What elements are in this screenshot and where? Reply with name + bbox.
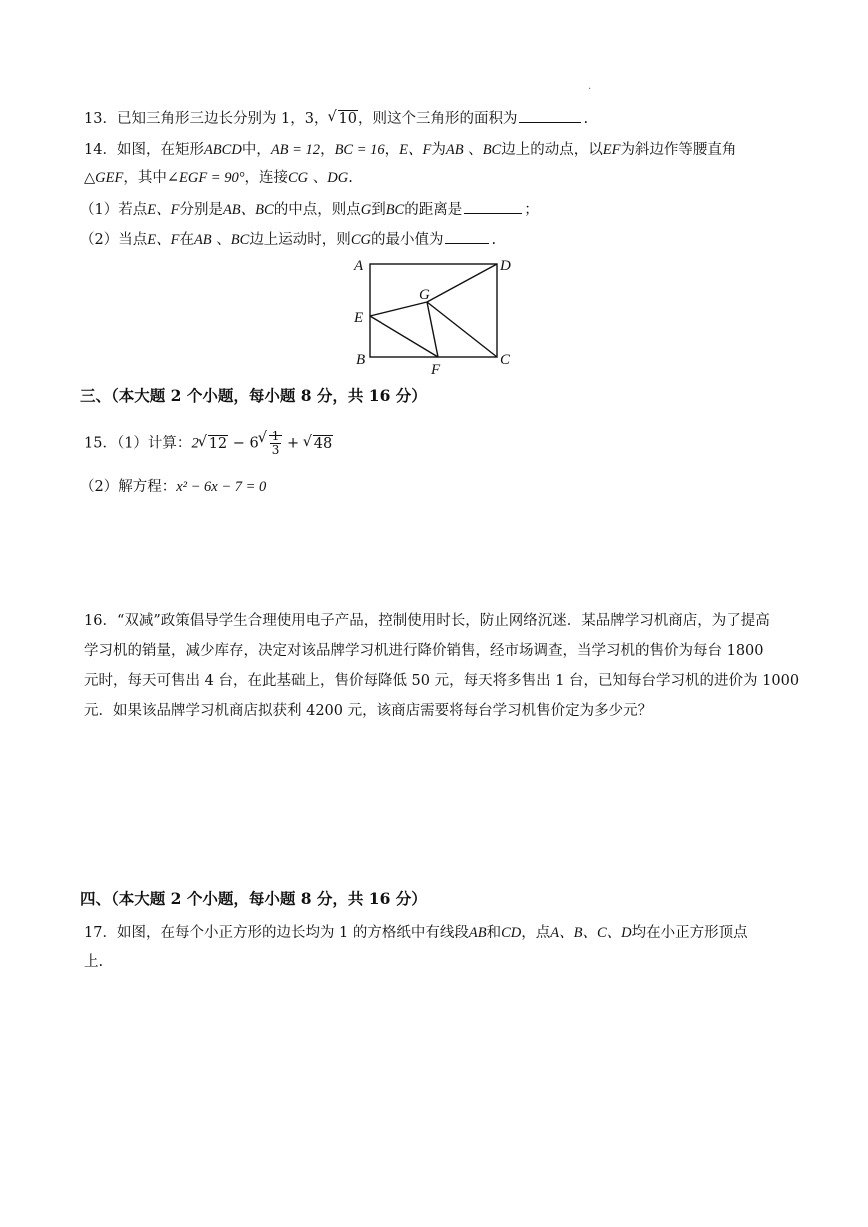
q13-text-a: 已知三角形三边长分别为 1，3， [116,111,329,127]
label-c: C [500,352,511,368]
segment-ef [370,316,438,357]
segment-gf [427,302,438,357]
q14-cg: CG [288,170,309,186]
q17-cd: CD [501,925,522,941]
segment-eg [370,302,427,316]
q14-bc: BC [482,142,502,158]
q14-p1-end: ； [524,202,539,218]
q17-ab: AB [468,925,487,941]
q14-text: ，连接 [244,170,289,186]
question-15-part1 [84,430,333,457]
section-4-heading: 四、（本大题 2 个小题，每小题 8 分，共 16 分） [80,889,427,908]
label-d: D [500,258,511,274]
q14-p1-text: 的距离是 [404,202,463,218]
q14-p2-answer-blank[interactable] [445,229,489,244]
q14-text: ， [384,142,400,158]
question-14-line1 [84,140,736,160]
question-17-line2: 上. [84,954,104,970]
q14-p1-answer-blank[interactable] [464,199,522,214]
q14-text: 、 [308,170,328,186]
question-17-line1 [84,923,748,943]
segment-gd [427,264,497,302]
q13-text-b: ，则这个三角形的面积为 [357,111,518,127]
q14-text: 为 [431,142,446,158]
rectangle-figure [340,252,530,380]
q14-text: 、 [463,142,483,158]
q17-points: A、B、C、D [550,925,632,941]
question-16-line2: 学习机的销量，减少库存，决定对该品牌学习机进行降价销售，经市场调查，当学习机的售价为每台 1800 [84,643,764,659]
q14-ab: AB [445,142,464,158]
q15-coef: 2 [191,435,199,452]
q15-frac-num: √ 1 [271,429,280,443]
section-3-heading: 三、（本大题 2 个小题，每小题 8 分，共 16 分） [80,386,427,405]
rectangle-abcd [370,264,497,357]
question-13 [84,108,588,129]
question-16-line3: 元时，每天可售出 4 台，在此基础上，售价每降低 50 元，每天将多售出 1 台，已知每台学习机的进价为 1000 [84,673,800,689]
q14-p1-bc: BC [385,202,405,218]
q14-p1-ab-bc: AB、BC [222,202,274,218]
question-15-part2 [80,477,266,497]
q13-end: . [583,111,589,127]
label-g: G [419,287,430,303]
label-f: F [431,362,441,378]
segment-gc [427,302,497,357]
q17-text: 均在小正方形顶点 [631,925,748,941]
question-16-line4: 元．如果该品牌学习机商店拟获利 4200 元，该商店需要将每台学习机售价定为多少元？ [84,703,653,719]
q14-text: 中， [241,142,271,158]
q14-triangle: △GEF [84,170,124,186]
q14-p2-ab: AB [193,232,212,248]
q14-p1-text: （1）若点 [80,202,148,218]
q14-text: ，其中 [123,170,167,186]
q14-p2-ef: E、F [147,232,180,248]
q15-radicand-48: 48 [313,435,333,452]
q15-p2-label: （2）解方程： [80,479,177,495]
q14-text: . [348,170,353,186]
q14-ab-eq: AB = 12 [270,142,321,158]
q14-p2-bc: BC [230,232,250,248]
q15-label: 15．（1）计算： [84,435,192,452]
q14-p1-ef: E、F [147,202,180,218]
q14-dg: DG [327,170,349,186]
q15-sqrt-frac [259,430,283,457]
q14-text: 边上的动点，以 [501,142,603,158]
q15-minus: − 6 [228,435,259,452]
q14-p1-text: 到 [371,202,386,218]
q14-p1-g: G [360,202,372,218]
question-14-part1 [80,199,539,220]
q17-text: ，点 [521,925,551,941]
q13-sqrt [329,109,358,129]
q14-text: 为斜边作等腰直角 [620,142,737,158]
q15-sqrt-12 [199,434,228,454]
q14-bc-eq: BC = 16 [334,142,385,158]
q15-sqrt-48 [304,434,333,454]
q14-angle: ∠EGF = 90° [166,170,245,186]
q14-p2-text: 、 [211,232,231,248]
q14-p2-end: . [491,232,497,248]
q14-text: ， [320,142,335,158]
corner-mark: · [588,84,592,95]
q14-rect-name: ABCD [203,142,242,158]
q15-frac-den: 3 [271,443,280,457]
q15-frac-radicand [269,429,283,457]
q13-number: 13． [84,111,117,127]
label-b: B [356,352,366,368]
q13-radicand: 10 [338,111,357,127]
q14-p1-text: 的中点，则点 [273,202,361,218]
question-14-part2 [80,229,496,250]
q14-ef: E、F [399,142,432,158]
q15-plus: + [282,435,304,452]
label-a: A [354,258,364,274]
q14-p1-text: 分别是 [179,202,223,218]
q14-p2-text: 在 [179,232,194,248]
q15-fraction [270,430,282,457]
q17-text: 和 [486,925,502,941]
question-14-line2 [84,168,353,188]
q15-equation: x² − 6x − 7 = 0 [176,479,267,495]
q14-p2-text: 的最小值为 [370,232,444,248]
q14-p2-cg: CG [350,232,371,248]
question-16-line1: 16．“双减”政策倡导学生合理使用电子产品，控制使用时长，防止网络沉迷．某品牌学习机商店，为了提高 [84,613,770,629]
q14-ef2: EF [602,142,621,158]
q14-text: 如图，在矩形 [116,142,204,158]
label-e: E [354,310,364,326]
q14-p2-text: （2）当点 [80,232,148,248]
q15-radicand-12: 12 [208,435,228,452]
q14-number: 14． [84,142,117,158]
q17-text: 17．如图，在每个小正方形的边长均为 1 的方格纸中有线段 [84,925,469,941]
q14-p2-text: 边上运动时，则 [249,232,351,248]
q13-answer-blank[interactable] [519,108,581,123]
